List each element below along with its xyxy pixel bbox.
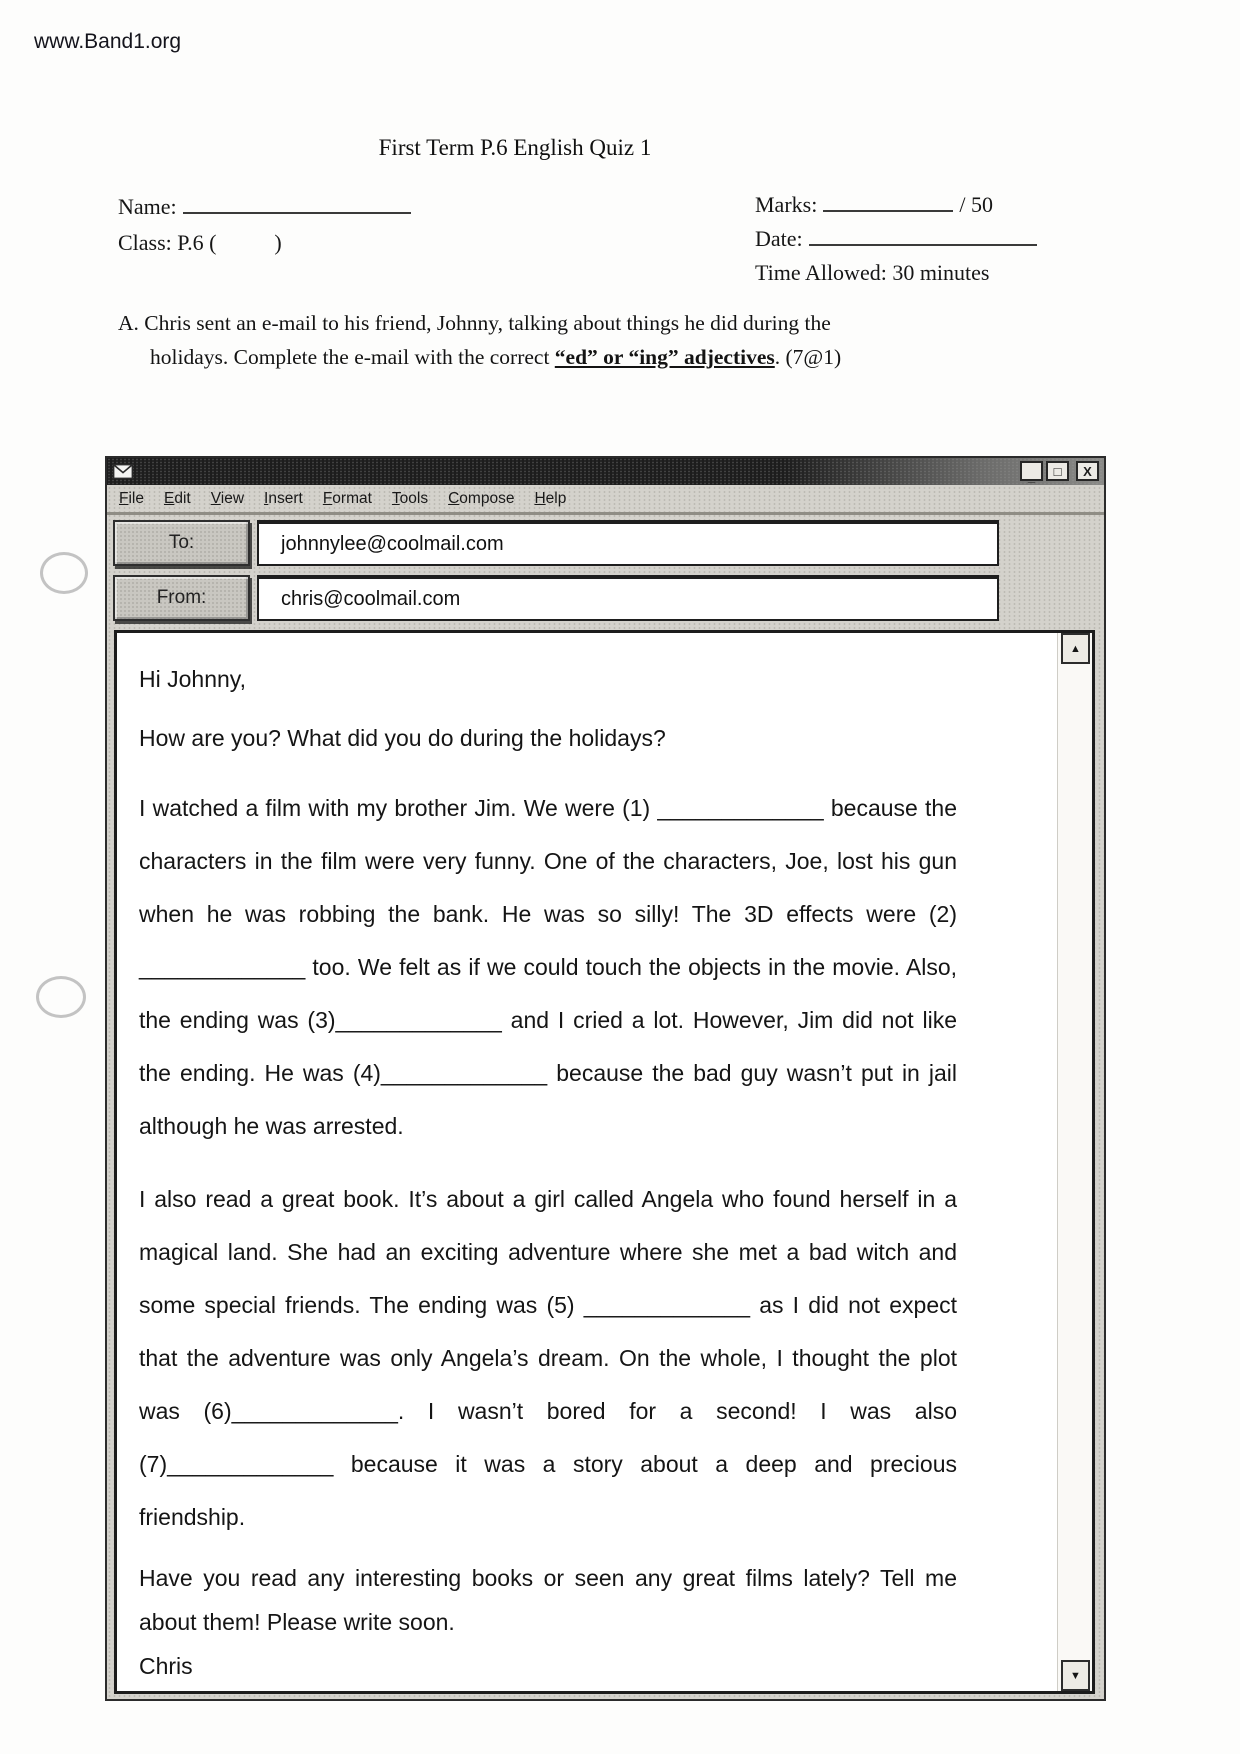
class-row	[118, 230, 282, 256]
close-icon: X	[1083, 463, 1092, 479]
email-window	[105, 456, 1106, 1701]
class-label: Class: P.6 (	[118, 230, 217, 255]
class-label-close: )	[274, 230, 282, 255]
menu-item-view[interactable]: View	[210, 489, 245, 507]
page-title: First Term P.6 English Quiz 1	[378, 135, 652, 160]
minimize-icon: _	[1027, 468, 1036, 484]
hole-punch-top	[40, 552, 88, 594]
menu-item-insert[interactable]: Insert	[264, 489, 303, 507]
marks-total: / 50	[959, 192, 993, 217]
name-row	[118, 194, 417, 220]
date-blank-line	[809, 226, 1037, 246]
letter-paragraph2: I also read a great book. It’s about a girl called Angela who found herself in a magical land. She had an exciting adventure where she met a bad witch and some special friends. The ending was (5) _____________ as I did not expect that the adventure was only Angela’s dream. On the whole, I thought the plot was (6)_____________. I wasn’t bored for a second! I was also (7)_____________ because it was a story about a deep and precious friendship.	[139, 1186, 957, 1530]
instruction-line2-prefix: holidays. Complete the e-mail with the correct	[150, 345, 555, 369]
scroll-down-button[interactable]	[1061, 1660, 1090, 1691]
site-url: www.Band1.org	[34, 30, 182, 53]
instruction-line2	[150, 345, 841, 370]
envelope-icon	[113, 464, 133, 479]
menu-bar	[107, 485, 1104, 515]
instruction-line2-emphasis: “ed” or “ing” adjectives	[554, 345, 775, 369]
date-label: Date:	[755, 226, 803, 251]
letter-closing: Have you read any interesting books or seen any great films lately? Tell me about them! Please write soon.	[139, 1565, 957, 1635]
to-field[interactable]: johnnylee@coolmail.com	[257, 520, 999, 566]
time-allowed: Time Allowed: 30 minutes	[755, 260, 990, 285]
close-button[interactable]	[1076, 461, 1099, 481]
scroll-down-icon: ▼	[1070, 1669, 1081, 1682]
scroll-up-icon: ▲	[1070, 642, 1081, 655]
instruction-line1: A. Chris sent an e-mail to his friend, Johnny, talking about things he did during the	[118, 311, 831, 335]
menu-item-compose[interactable]: Compose	[448, 489, 515, 507]
marks-blank-line	[823, 192, 953, 212]
menu-item-format[interactable]: Format	[322, 489, 372, 507]
name-blank-line	[183, 194, 411, 214]
marks-row	[755, 192, 993, 218]
maximize-button[interactable]	[1046, 461, 1069, 481]
menu-item-file[interactable]: File	[119, 489, 144, 507]
vertical-scrollbar[interactable]	[1057, 633, 1092, 1691]
from-label-button[interactable]: From:	[113, 575, 250, 621]
email-letter-text	[139, 659, 957, 1688]
date-row	[755, 226, 1043, 252]
menu-item-tools[interactable]: Tools	[391, 489, 429, 507]
window-titlebar[interactable]	[107, 458, 1104, 485]
minimize-button[interactable]	[1020, 461, 1043, 484]
window-controls	[1017, 461, 1099, 484]
menu-item-help[interactable]: Help	[534, 489, 567, 507]
letter-intro: How are you? What did you do during the holidays?	[139, 725, 666, 751]
maximize-icon: □	[1053, 463, 1062, 479]
from-field[interactable]: chris@coolmail.com	[257, 575, 999, 621]
letter-paragraph1: I watched a film with my brother Jim. We were (1) _____________ because the characters in the film were very funny. One of the characters, Joe, lost his gun when he was robbing the bank. He was so silly! The 3D effects were (2) _____________ too. We felt as if we could touch the objects in the movie. Also, the ending was (3)_____________ and I cried a lot. However, Jim did not like the ending. He was (4)_____________ because the bad guy wasn’t put in jail although he was arrested.	[139, 795, 957, 1139]
to-label-button[interactable]: To:	[113, 520, 250, 566]
letter-greeting: Hi Johnny,	[139, 666, 246, 692]
marks-label: Marks:	[755, 192, 818, 217]
name-label: Name:	[118, 194, 177, 219]
letter-signature: Chris	[139, 1653, 193, 1679]
to-row	[113, 520, 1096, 567]
from-row	[113, 575, 1096, 622]
menu-item-edit[interactable]: Edit	[163, 489, 191, 507]
hole-punch-bottom	[36, 976, 86, 1018]
email-body-area	[114, 630, 1095, 1694]
instruction-line2-suffix: . (7@1)	[774, 345, 842, 369]
scroll-up-button[interactable]	[1061, 633, 1090, 664]
